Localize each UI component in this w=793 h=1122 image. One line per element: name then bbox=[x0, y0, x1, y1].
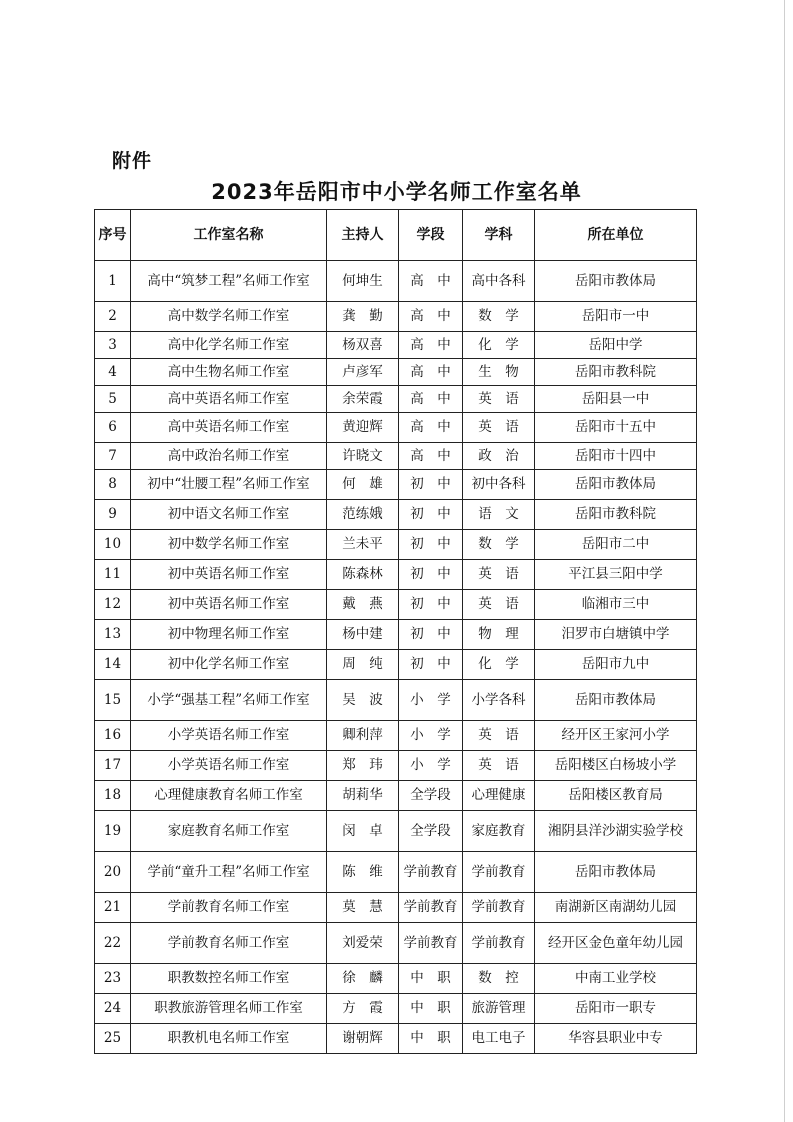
cell-stage: 学前教育 bbox=[399, 852, 463, 893]
studio-roster-table bbox=[94, 209, 697, 1054]
cell-unit: 岳阳县一中 bbox=[535, 386, 697, 413]
cell-subject: 学前教育 bbox=[463, 923, 535, 964]
cell-subject: 高中各科 bbox=[463, 261, 535, 302]
cell-no: 4 bbox=[95, 359, 131, 386]
table-row bbox=[95, 359, 697, 386]
cell-unit: 岳阳市教体局 bbox=[535, 680, 697, 721]
table-row bbox=[95, 560, 697, 590]
table-row bbox=[95, 386, 697, 413]
cell-host: 龚 勤 bbox=[327, 302, 399, 332]
cell-subject: 初中各科 bbox=[463, 470, 535, 500]
cell-no: 22 bbox=[95, 923, 131, 964]
table-row bbox=[95, 721, 697, 751]
cell-host: 周 纯 bbox=[327, 650, 399, 680]
cell-host: 刘爱荣 bbox=[327, 923, 399, 964]
cell-studio-name: 初中语文名师工作室 bbox=[131, 500, 327, 530]
cell-no: 10 bbox=[95, 530, 131, 560]
cell-subject: 英 语 bbox=[463, 386, 535, 413]
cell-stage: 高 中 bbox=[399, 386, 463, 413]
cell-stage: 小 学 bbox=[399, 721, 463, 751]
cell-subject: 英 语 bbox=[463, 751, 535, 781]
cell-host: 徐 麟 bbox=[327, 964, 399, 994]
cell-unit: 岳阳市一中 bbox=[535, 302, 697, 332]
cell-subject: 数 学 bbox=[463, 530, 535, 560]
cell-studio-name: 小学英语名师工作室 bbox=[131, 751, 327, 781]
cell-no: 25 bbox=[95, 1024, 131, 1054]
cell-unit: 经开区金色童年幼儿园 bbox=[535, 923, 697, 964]
cell-stage: 高 中 bbox=[399, 302, 463, 332]
cell-unit: 岳阳市十五中 bbox=[535, 413, 697, 443]
cell-host: 黄迎辉 bbox=[327, 413, 399, 443]
cell-unit: 岳阳市教科院 bbox=[535, 500, 697, 530]
cell-no: 8 bbox=[95, 470, 131, 500]
cell-subject: 英 语 bbox=[463, 413, 535, 443]
cell-stage: 初 中 bbox=[399, 560, 463, 590]
table-row bbox=[95, 590, 697, 620]
cell-subject: 家庭教育 bbox=[463, 811, 535, 852]
table-row bbox=[95, 923, 697, 964]
cell-no: 13 bbox=[95, 620, 131, 650]
cell-stage: 全学段 bbox=[399, 781, 463, 811]
table-row bbox=[95, 500, 697, 530]
table-row bbox=[95, 443, 697, 470]
cell-studio-name: 学前教育名师工作室 bbox=[131, 893, 327, 923]
header-host: 主持人 bbox=[327, 210, 399, 261]
header-stage: 学段 bbox=[399, 210, 463, 261]
cell-studio-name: 高中生物名师工作室 bbox=[131, 359, 327, 386]
cell-no: 5 bbox=[95, 386, 131, 413]
cell-studio-name: 家庭教育名师工作室 bbox=[131, 811, 327, 852]
cell-host: 谢朝辉 bbox=[327, 1024, 399, 1054]
table-row bbox=[95, 751, 697, 781]
cell-stage: 初 中 bbox=[399, 620, 463, 650]
cell-host: 余荣霞 bbox=[327, 386, 399, 413]
header-studio-name: 工作室名称 bbox=[131, 210, 327, 261]
cell-host: 陈 维 bbox=[327, 852, 399, 893]
cell-subject: 语 文 bbox=[463, 500, 535, 530]
table-row bbox=[95, 470, 697, 500]
table-row bbox=[95, 852, 697, 893]
cell-host: 莫 慧 bbox=[327, 893, 399, 923]
cell-stage: 全学段 bbox=[399, 811, 463, 852]
cell-host: 陈森林 bbox=[327, 560, 399, 590]
cell-no: 24 bbox=[95, 994, 131, 1024]
cell-unit: 岳阳市一职专 bbox=[535, 994, 697, 1024]
cell-no: 12 bbox=[95, 590, 131, 620]
cell-host: 卿利萍 bbox=[327, 721, 399, 751]
cell-no: 9 bbox=[95, 500, 131, 530]
cell-subject: 政 治 bbox=[463, 443, 535, 470]
cell-unit: 岳阳市十四中 bbox=[535, 443, 697, 470]
cell-no: 18 bbox=[95, 781, 131, 811]
cell-subject: 英 语 bbox=[463, 560, 535, 590]
cell-subject: 学前教育 bbox=[463, 852, 535, 893]
table-row bbox=[95, 811, 697, 852]
cell-no: 23 bbox=[95, 964, 131, 994]
cell-no: 7 bbox=[95, 443, 131, 470]
cell-host: 杨双喜 bbox=[327, 332, 399, 359]
cell-studio-name: 高中“筑梦工程”名师工作室 bbox=[131, 261, 327, 302]
cell-host: 方 霞 bbox=[327, 994, 399, 1024]
cell-studio-name: 初中化学名师工作室 bbox=[131, 650, 327, 680]
cell-subject: 小学各科 bbox=[463, 680, 535, 721]
table-row bbox=[95, 781, 697, 811]
cell-studio-name: 职教机电名师工作室 bbox=[131, 1024, 327, 1054]
cell-stage: 高 中 bbox=[399, 332, 463, 359]
table-row bbox=[95, 620, 697, 650]
cell-studio-name: 初中物理名师工作室 bbox=[131, 620, 327, 650]
cell-unit: 岳阳市教体局 bbox=[535, 470, 697, 500]
table-row bbox=[95, 302, 697, 332]
cell-subject: 旅游管理 bbox=[463, 994, 535, 1024]
cell-host: 何坤生 bbox=[327, 261, 399, 302]
table-row bbox=[95, 530, 697, 560]
cell-stage: 中 职 bbox=[399, 1024, 463, 1054]
cell-no: 11 bbox=[95, 560, 131, 590]
cell-host: 闵 卓 bbox=[327, 811, 399, 852]
table-row bbox=[95, 650, 697, 680]
cell-host: 卢彦军 bbox=[327, 359, 399, 386]
header-subject: 学科 bbox=[463, 210, 535, 261]
table-row bbox=[95, 332, 697, 359]
cell-unit: 临湘市三中 bbox=[535, 590, 697, 620]
cell-no: 14 bbox=[95, 650, 131, 680]
cell-no: 6 bbox=[95, 413, 131, 443]
cell-stage: 中 职 bbox=[399, 964, 463, 994]
cell-unit: 华容县职业中专 bbox=[535, 1024, 697, 1054]
cell-stage: 小 学 bbox=[399, 751, 463, 781]
cell-stage: 高 中 bbox=[399, 443, 463, 470]
cell-unit: 岳阳市二中 bbox=[535, 530, 697, 560]
cell-subject: 数 控 bbox=[463, 964, 535, 994]
table-row bbox=[95, 680, 697, 721]
cell-stage: 小 学 bbox=[399, 680, 463, 721]
cell-studio-name: 初中“壮腰工程”名师工作室 bbox=[131, 470, 327, 500]
cell-studio-name: 初中数学名师工作室 bbox=[131, 530, 327, 560]
cell-studio-name: 高中数学名师工作室 bbox=[131, 302, 327, 332]
cell-host: 郑 玮 bbox=[327, 751, 399, 781]
cell-no: 2 bbox=[95, 302, 131, 332]
cell-stage: 学前教育 bbox=[399, 893, 463, 923]
cell-stage: 中 职 bbox=[399, 994, 463, 1024]
table-header-row bbox=[95, 210, 697, 261]
cell-studio-name: 小学“强基工程”名师工作室 bbox=[131, 680, 327, 721]
cell-subject: 化 学 bbox=[463, 332, 535, 359]
cell-studio-name: 学前“童升工程”名师工作室 bbox=[131, 852, 327, 893]
cell-studio-name: 初中英语名师工作室 bbox=[131, 590, 327, 620]
cell-unit: 平江县三阳中学 bbox=[535, 560, 697, 590]
cell-unit: 岳阳中学 bbox=[535, 332, 697, 359]
cell-unit: 岳阳楼区教育局 bbox=[535, 781, 697, 811]
cell-host: 许晓文 bbox=[327, 443, 399, 470]
table-row bbox=[95, 893, 697, 923]
table-row bbox=[95, 261, 697, 302]
document-title: 2023年岳阳市中小学名师工作室名单 bbox=[211, 180, 582, 204]
header-no: 序号 bbox=[95, 210, 131, 261]
cell-stage: 高 中 bbox=[399, 261, 463, 302]
cell-stage: 初 中 bbox=[399, 470, 463, 500]
cell-stage: 学前教育 bbox=[399, 923, 463, 964]
cell-no: 17 bbox=[95, 751, 131, 781]
cell-unit: 岳阳市教科院 bbox=[535, 359, 697, 386]
cell-studio-name: 心理健康教育名师工作室 bbox=[131, 781, 327, 811]
cell-stage: 初 中 bbox=[399, 590, 463, 620]
cell-studio-name: 高中英语名师工作室 bbox=[131, 386, 327, 413]
cell-no: 20 bbox=[95, 852, 131, 893]
table-row bbox=[95, 994, 697, 1024]
cell-stage: 高 中 bbox=[399, 413, 463, 443]
cell-host: 戴 燕 bbox=[327, 590, 399, 620]
cell-subject: 物 理 bbox=[463, 620, 535, 650]
cell-studio-name: 初中英语名师工作室 bbox=[131, 560, 327, 590]
table-row bbox=[95, 1024, 697, 1054]
cell-stage: 初 中 bbox=[399, 530, 463, 560]
cell-studio-name: 高中化学名师工作室 bbox=[131, 332, 327, 359]
cell-subject: 数 学 bbox=[463, 302, 535, 332]
cell-unit: 中南工业学校 bbox=[535, 964, 697, 994]
cell-unit: 岳阳市教体局 bbox=[535, 852, 697, 893]
cell-subject: 英 语 bbox=[463, 721, 535, 751]
header-unit: 所在单位 bbox=[535, 210, 697, 261]
cell-no: 16 bbox=[95, 721, 131, 751]
cell-unit: 经开区王家河小学 bbox=[535, 721, 697, 751]
cell-subject: 化 学 bbox=[463, 650, 535, 680]
cell-studio-name: 学前教育名师工作室 bbox=[131, 923, 327, 964]
cell-no: 15 bbox=[95, 680, 131, 721]
cell-studio-name: 小学英语名师工作室 bbox=[131, 721, 327, 751]
cell-unit: 南湖新区南湖幼儿园 bbox=[535, 893, 697, 923]
cell-studio-name: 高中英语名师工作室 bbox=[131, 413, 327, 443]
cell-host: 杨中建 bbox=[327, 620, 399, 650]
attachment-label: 附件 bbox=[112, 150, 153, 172]
cell-unit: 湘阴县洋沙湖实验学校 bbox=[535, 811, 697, 852]
cell-unit: 岳阳市教体局 bbox=[535, 261, 697, 302]
page-edge-line bbox=[784, 0, 785, 1122]
cell-stage: 初 中 bbox=[399, 500, 463, 530]
cell-stage: 高 中 bbox=[399, 359, 463, 386]
cell-no: 19 bbox=[95, 811, 131, 852]
cell-no: 21 bbox=[95, 893, 131, 923]
cell-no: 3 bbox=[95, 332, 131, 359]
cell-subject: 学前教育 bbox=[463, 893, 535, 923]
cell-unit: 岳阳楼区白杨坡小学 bbox=[535, 751, 697, 781]
cell-no: 1 bbox=[95, 261, 131, 302]
cell-studio-name: 职教旅游管理名师工作室 bbox=[131, 994, 327, 1024]
table-row bbox=[95, 964, 697, 994]
cell-host: 吴 波 bbox=[327, 680, 399, 721]
cell-subject: 生 物 bbox=[463, 359, 535, 386]
cell-host: 兰未平 bbox=[327, 530, 399, 560]
cell-studio-name: 职教数控名师工作室 bbox=[131, 964, 327, 994]
cell-stage: 初 中 bbox=[399, 650, 463, 680]
cell-host: 胡莉华 bbox=[327, 781, 399, 811]
table-row bbox=[95, 413, 697, 443]
cell-unit: 汨罗市白塘镇中学 bbox=[535, 620, 697, 650]
cell-subject: 电工电子 bbox=[463, 1024, 535, 1054]
cell-subject: 英 语 bbox=[463, 590, 535, 620]
cell-unit: 岳阳市九中 bbox=[535, 650, 697, 680]
cell-subject: 心理健康 bbox=[463, 781, 535, 811]
cell-host: 何 雄 bbox=[327, 470, 399, 500]
cell-host: 范练娥 bbox=[327, 500, 399, 530]
cell-studio-name: 高中政治名师工作室 bbox=[131, 443, 327, 470]
